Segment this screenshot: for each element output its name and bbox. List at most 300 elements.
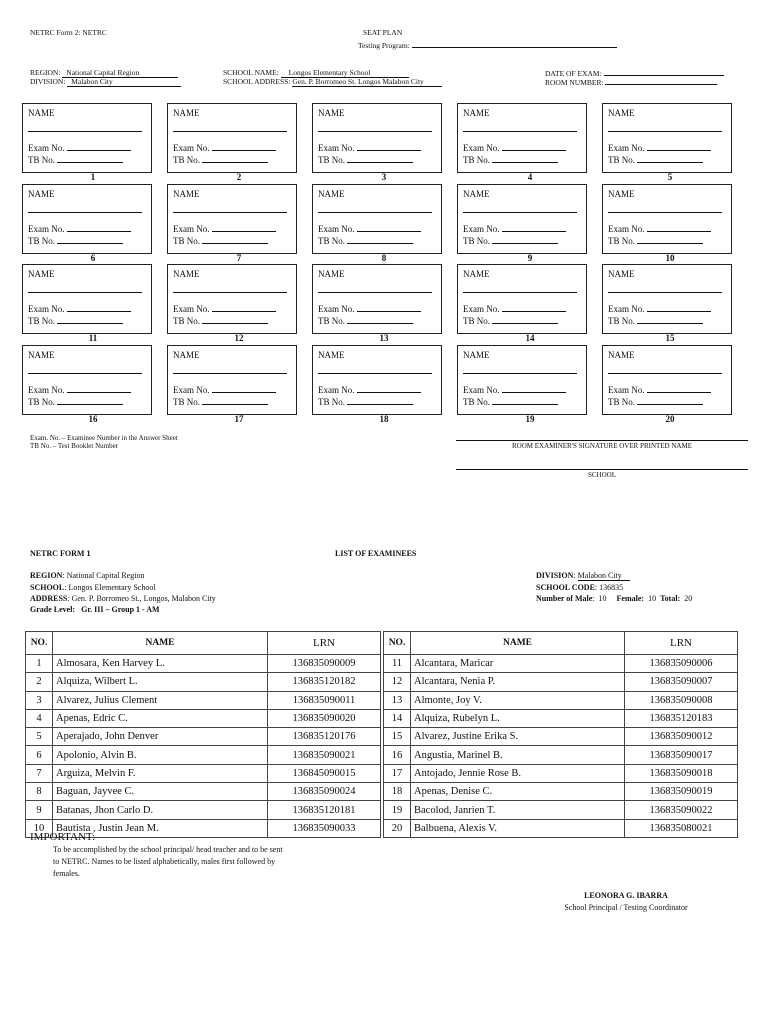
row-number: 7 [26, 764, 53, 782]
seat-name-label: NAME [463, 108, 490, 118]
seat-exam-row [463, 142, 566, 153]
female-label: Female: [616, 594, 645, 603]
seat-name-field[interactable] [608, 131, 722, 132]
seat-name-label: NAME [318, 188, 345, 199]
table-row [26, 691, 381, 709]
seat-tb-row [318, 235, 413, 246]
seat-name-field[interactable] [28, 373, 142, 374]
row-name: Alcantara, Maricar [411, 655, 625, 673]
seat-row [22, 264, 762, 345]
seat-name-label: NAME [173, 269, 200, 279]
seat-number: 4 [527, 172, 533, 182]
col-name: NAME [53, 632, 268, 655]
seat-tb-field[interactable] [492, 154, 558, 163]
row-number: 8 [26, 783, 53, 801]
seat-exam-row [318, 223, 421, 234]
seat-tb-label: TB No. [463, 155, 490, 165]
seat-tb-row [28, 154, 123, 165]
list-region-value: National Capital Region [66, 571, 145, 580]
seat-tb-field[interactable] [202, 315, 268, 324]
region-value: National Capital Region [62, 68, 178, 78]
seat-tb-label: TB No. [173, 235, 200, 246]
seat-box[interactable] [602, 184, 732, 254]
seat-tb-label: TB No. [173, 396, 200, 407]
date-label: DATE OF EXAM: [545, 69, 602, 78]
seat-name-field[interactable] [463, 373, 577, 374]
table-row [384, 673, 738, 691]
row-name: Baguan, Jayvee C. [53, 783, 268, 801]
seat-exam-field[interactable] [212, 303, 276, 312]
seat-exam-field[interactable] [357, 384, 421, 393]
seat-name-field[interactable] [318, 131, 432, 132]
seat-exam-label: Exam No. [463, 223, 500, 234]
seat-name-label: NAME [608, 108, 635, 118]
school-address-label: SCHOOL ADDRESS: [223, 77, 291, 86]
school-address-value: Gen. P. Borromeo St. Longos Malabon City [292, 77, 442, 87]
seat-name-label: NAME [608, 188, 635, 199]
seat-exam-field[interactable] [357, 303, 421, 312]
row-name: Apenas, Edric C. [53, 709, 268, 727]
division-value: Malabon City [67, 77, 181, 87]
seat-tb-field[interactable] [57, 154, 123, 163]
row-lrn: 136835090019 [625, 783, 738, 801]
col-no: NO. [26, 632, 53, 655]
seat-name-label: NAME [318, 269, 345, 279]
seat-tb-field[interactable] [637, 396, 703, 405]
seat-tb-row [608, 235, 703, 246]
seat-name-field[interactable] [608, 292, 722, 293]
seat-exam-label: Exam No. [608, 304, 645, 314]
seat-tb-label: TB No. [173, 155, 200, 165]
list-division-label: DIVISION [536, 571, 574, 580]
list-address-label: ADDRESS [30, 594, 68, 603]
testing-program-row [358, 39, 617, 50]
table-row [384, 764, 738, 782]
seat-number: 2 [236, 172, 242, 182]
seat-name-field[interactable] [463, 212, 577, 213]
seat-exam-field[interactable] [502, 384, 566, 393]
total-label: Total: [660, 594, 681, 603]
row-number: 4 [26, 709, 53, 727]
seat-tb-row [318, 396, 413, 407]
table-row [26, 746, 381, 764]
seat-exam-label: Exam No. [173, 384, 210, 395]
seat-exam-row [463, 223, 566, 234]
seat-box[interactable] [602, 103, 732, 173]
row-name: Almosara, Ken Harvey L. [53, 655, 268, 673]
row-number: 11 [384, 655, 411, 673]
seat-box[interactable] [312, 264, 442, 334]
seat-grid [22, 103, 762, 425]
seat-tb-field[interactable] [347, 235, 413, 244]
seat-tb-field[interactable] [637, 315, 703, 324]
seat-exam-row [173, 142, 276, 153]
signature-line[interactable] [456, 440, 748, 441]
seat-name-label: NAME [463, 269, 490, 279]
table-row [26, 728, 381, 746]
table-row [26, 673, 381, 691]
seat-exam-field[interactable] [502, 223, 566, 232]
table-row [26, 709, 381, 727]
seat-exam-label: Exam No. [28, 384, 65, 395]
table-row [384, 746, 738, 764]
school-code-value: 136835 [599, 583, 624, 592]
row-number: 9 [26, 801, 53, 819]
seat-box[interactable] [312, 184, 442, 254]
seat-row [22, 184, 762, 265]
seat-exam-field[interactable] [357, 142, 421, 151]
male-label: Number of Male [536, 594, 593, 603]
male-count: 10 [598, 594, 607, 603]
seat-name-label: NAME [28, 349, 55, 360]
row-lrn: 136835080021 [625, 819, 738, 837]
row-name: Alvarez, Justine Erika S. [411, 728, 625, 746]
seat-tb-row [28, 235, 123, 246]
table-row [384, 819, 738, 837]
seat-tb-field[interactable] [347, 396, 413, 405]
seat-number: 20 [665, 413, 675, 424]
seat-number: 1 [90, 172, 96, 182]
seat-name-field[interactable] [318, 292, 432, 293]
seat-tb-field[interactable] [492, 396, 558, 405]
seat-exam-field[interactable] [67, 142, 131, 151]
seat-exam-field[interactable] [67, 303, 131, 312]
row-name: Alvarez, Julius Clement [53, 691, 268, 709]
seat-tb-field[interactable] [637, 235, 703, 244]
seat-number: 5 [667, 172, 673, 182]
seat-box[interactable] [22, 184, 152, 254]
list-title: LIST OF EXAMINEES [335, 549, 417, 558]
seat-tb-field[interactable] [347, 315, 413, 324]
seat-tb-row [463, 315, 558, 326]
seat-name-field[interactable] [318, 373, 432, 374]
seat-plan-form-label: NETRC Form 2: NETRC [30, 28, 107, 37]
seat-number: 14 [525, 333, 535, 343]
seat-exam-label: Exam No. [173, 223, 210, 234]
seat-name-field[interactable] [173, 292, 287, 293]
seat-exam-row [173, 384, 276, 395]
row-lrn: 136835090018 [625, 764, 738, 782]
seat-box[interactable] [22, 103, 152, 173]
seat-exam-label: Exam No. [318, 304, 355, 314]
legend-tb: TB No. – Test Booklet Number [30, 442, 119, 450]
seat-tb-label: TB No. [608, 155, 635, 165]
seat-exam-label: Exam No. [318, 384, 355, 395]
row-lrn: 136835090011 [268, 691, 381, 709]
seat-tb-row [318, 154, 413, 165]
seat-tb-row [173, 315, 268, 326]
seat-tb-label: TB No. [608, 235, 635, 246]
grade-level-row [30, 605, 160, 614]
males-table [25, 631, 381, 838]
row-lrn: 136835090021 [268, 746, 381, 764]
seat-exam-row [28, 142, 131, 153]
row-lrn: 136835090017 [625, 746, 738, 764]
seat-box[interactable] [457, 184, 587, 254]
school-line[interactable] [456, 469, 748, 470]
seat-tb-label: TB No. [28, 155, 55, 165]
list-school-label: SCHOOL [30, 583, 65, 592]
seat-tb-row [173, 154, 268, 165]
row-name: Apolonio, Alvin B. [53, 746, 268, 764]
seat-name-label: NAME [173, 108, 200, 118]
seat-name-label: NAME [608, 349, 635, 360]
seat-exam-row [608, 303, 711, 314]
seat-exam-row [608, 223, 711, 234]
seat-exam-field[interactable] [67, 384, 131, 393]
legend-exam: Exam. No. – Examinee Number in the Answer Sheet [30, 434, 178, 442]
row-lrn: 136835090009 [268, 655, 381, 673]
seat-tb-label: TB No. [318, 316, 345, 326]
row-lrn: 136835120183 [625, 709, 738, 727]
row-number: 17 [384, 764, 411, 782]
seat-box[interactable] [457, 345, 587, 415]
seat-tb-field[interactable] [492, 235, 558, 244]
seat-tb-row [28, 396, 123, 407]
seat-exam-label: Exam No. [608, 223, 645, 234]
seat-tb-field[interactable] [202, 235, 268, 244]
row-lrn: 136835090012 [625, 728, 738, 746]
seat-box[interactable] [167, 184, 297, 254]
seat-number: 7 [236, 252, 242, 263]
seat-tb-field[interactable] [57, 235, 123, 244]
list-division-value: Malabon City [578, 571, 630, 581]
seat-tb-field[interactable] [202, 154, 268, 163]
table-row [26, 783, 381, 801]
seat-exam-label: Exam No. [463, 143, 500, 153]
females-table [383, 631, 738, 838]
seat-name-field[interactable] [28, 212, 142, 213]
list-form-label: NETRC FORM 1 [30, 549, 91, 558]
seat-exam-row [173, 223, 276, 234]
seat-tb-label: TB No. [608, 316, 635, 326]
seat-exam-label: Exam No. [173, 304, 210, 314]
important-line-3: females. [53, 869, 80, 878]
row-lrn: 136835120182 [268, 673, 381, 691]
seat-name-field[interactable] [608, 373, 722, 374]
division-row [30, 77, 181, 87]
row-name: Bacolod, Janrien T. [411, 801, 625, 819]
seat-exam-field[interactable] [647, 303, 711, 312]
row-name: Alquiza, Wilbert L. [53, 673, 268, 691]
seat-name-label: NAME [28, 108, 55, 118]
seat-exam-row [28, 223, 131, 234]
counts-row: Number of Male: 10 Female: 10 Total: 20 [536, 594, 693, 603]
seat-exam-field[interactable] [647, 223, 711, 232]
row-lrn: 136835090033 [268, 819, 381, 837]
seat-name-field[interactable] [173, 212, 287, 213]
seat-box[interactable] [312, 345, 442, 415]
seat-tb-label: TB No. [463, 316, 490, 326]
table-row [26, 801, 381, 819]
seat-tb-field[interactable] [492, 315, 558, 324]
seat-name-field[interactable] [173, 373, 287, 374]
seat-exam-row [318, 384, 421, 395]
row-lrn: 136835090020 [268, 709, 381, 727]
seat-plan-title: SEAT PLAN [363, 28, 403, 37]
seat-box[interactable] [457, 103, 587, 173]
seat-number: 18 [379, 413, 389, 424]
seat-name-label: NAME [318, 108, 345, 118]
room-field[interactable] [605, 77, 717, 85]
row-number: 13 [384, 691, 411, 709]
seat-exam-row [318, 303, 421, 314]
seat-tb-field[interactable] [637, 154, 703, 163]
seat-exam-field[interactable] [212, 223, 276, 232]
region-label: REGION: [30, 68, 61, 77]
school-address-row [223, 77, 442, 87]
seat-box[interactable] [22, 264, 152, 334]
row-lrn: 136835090008 [625, 691, 738, 709]
seat-tb-label: TB No. [173, 316, 200, 326]
seat-name-label: NAME [318, 349, 345, 360]
seat-exam-field[interactable] [357, 223, 421, 232]
testing-program-field[interactable] [412, 39, 617, 48]
row-lrn: 136835120181 [268, 801, 381, 819]
seat-box[interactable] [167, 103, 297, 173]
seat-box[interactable] [602, 345, 732, 415]
seat-tb-row [463, 154, 558, 165]
seat-exam-field[interactable] [502, 303, 566, 312]
seat-tb-label: TB No. [318, 235, 345, 246]
seat-number: 10 [665, 252, 675, 263]
seat-name-label: NAME [28, 269, 55, 279]
seat-number: 3 [381, 172, 387, 182]
seat-tb-row [173, 235, 268, 246]
seat-number: 13 [379, 333, 389, 343]
seat-name-label: NAME [28, 188, 55, 199]
row-number: 5 [26, 728, 53, 746]
list-division-row: DIVISION: Malabon City [536, 571, 630, 581]
row-name: Antojado, Jennie Rose B. [411, 764, 625, 782]
seat-row [22, 345, 762, 426]
school-code-label: SCHOOL CODE [536, 583, 595, 592]
seat-exam-row [173, 303, 276, 314]
row-number: 2 [26, 673, 53, 691]
seat-exam-field[interactable] [647, 142, 711, 151]
seat-name-field[interactable] [463, 292, 577, 293]
seat-name-field[interactable] [28, 131, 142, 132]
row-number: 12 [384, 673, 411, 691]
seat-tb-row [608, 154, 703, 165]
seat-exam-row [318, 142, 421, 153]
seat-number: 16 [88, 413, 98, 424]
row-name: Batanas, Jhon Carlo D. [53, 801, 268, 819]
seat-exam-field[interactable] [67, 223, 131, 232]
seat-tb-label: TB No. [318, 155, 345, 165]
seat-box[interactable] [22, 345, 152, 415]
list-school-row: SCHOOL: Longos Elementary School [30, 583, 156, 592]
seat-tb-field[interactable] [202, 396, 268, 405]
row-number: 10 [26, 819, 53, 837]
seat-tb-field[interactable] [57, 315, 123, 324]
seat-exam-label: Exam No. [28, 304, 65, 314]
division-label: DIVISION: [30, 77, 66, 86]
signature-caption: ROOM EXAMINER'S SIGNATURE OVER PRINTED NAME [512, 442, 692, 450]
row-name: Arguiza, Melvin F. [53, 764, 268, 782]
seat-number: 15 [665, 333, 675, 343]
row-lrn: 136835090007 [625, 673, 738, 691]
list-region-row: REGION: National Capital Region [30, 571, 145, 580]
seat-exam-field[interactable] [212, 142, 276, 151]
seat-box[interactable] [167, 345, 297, 415]
total-count: 20 [684, 594, 693, 603]
seat-box[interactable] [312, 103, 442, 173]
signatory-title: School Principal / Testing Coordinator [564, 903, 688, 912]
school-caption: SCHOOL [587, 471, 616, 479]
row-number: 3 [26, 691, 53, 709]
row-number: 14 [384, 709, 411, 727]
date-field[interactable] [604, 68, 724, 76]
seat-box[interactable] [457, 264, 587, 334]
row-name: Apenas, Denise C. [411, 783, 625, 801]
row-name: Bautista , Justin Jean M. [53, 819, 268, 837]
seat-tb-field[interactable] [347, 154, 413, 163]
seat-exam-row [28, 303, 131, 314]
seat-tb-row [608, 315, 703, 326]
seat-name-field[interactable] [173, 131, 287, 132]
testing-program-label: Testing Program: [358, 41, 410, 50]
seat-name-field[interactable] [463, 131, 577, 132]
col-lrn: LRN [625, 632, 738, 655]
seat-name-label: NAME [463, 188, 490, 199]
seat-name-field[interactable] [608, 212, 722, 213]
seat-tb-field[interactable] [57, 396, 123, 405]
seat-box[interactable] [602, 264, 732, 334]
list-region-label: REGION [30, 571, 63, 580]
seat-exam-label: Exam No. [173, 143, 210, 153]
seat-number: 17 [234, 413, 244, 424]
table-row [26, 655, 381, 673]
seat-name-field[interactable] [28, 292, 142, 293]
seat-exam-field[interactable] [502, 142, 566, 151]
row-number: 6 [26, 746, 53, 764]
room-number-row [545, 77, 717, 87]
seat-exam-field[interactable] [212, 384, 276, 393]
seat-exam-label: Exam No. [463, 384, 500, 395]
table-row [384, 709, 738, 727]
row-name: Angustia, Marinel B. [411, 746, 625, 764]
table-row [384, 728, 738, 746]
seat-tb-row [463, 396, 558, 407]
seat-name-field[interactable] [318, 212, 432, 213]
row-lrn: 136835090022 [625, 801, 738, 819]
seat-number: 9 [527, 252, 533, 263]
grade-label: Grade Level: [30, 605, 76, 614]
important-line-2: to NETRC. Names to be listed alphabetically, males first followed by [53, 857, 276, 866]
seat-box[interactable] [167, 264, 297, 334]
seat-exam-field[interactable] [647, 384, 711, 393]
table-row [384, 655, 738, 673]
seat-tb-label: TB No. [608, 396, 635, 407]
signatory-name: LEONORA G. IBARRA [584, 891, 668, 900]
row-name: Alcantara, Nenia P. [411, 673, 625, 691]
seat-tb-row [173, 396, 268, 407]
seat-number: 8 [381, 252, 387, 263]
seat-tb-row [318, 315, 413, 326]
col-no: NO. [384, 632, 411, 655]
seat-tb-row [608, 396, 703, 407]
row-name: Aperajado, John Denver [53, 728, 268, 746]
seat-tb-label: TB No. [28, 396, 55, 407]
row-name: Almonte, Joy V. [411, 691, 625, 709]
row-lrn: 136845090015 [268, 764, 381, 782]
seat-name-label: NAME [173, 188, 200, 199]
seat-number: 12 [234, 333, 244, 343]
seat-tb-row [463, 235, 558, 246]
seat-tb-label: TB No. [463, 396, 490, 407]
row-number: 20 [384, 819, 411, 837]
